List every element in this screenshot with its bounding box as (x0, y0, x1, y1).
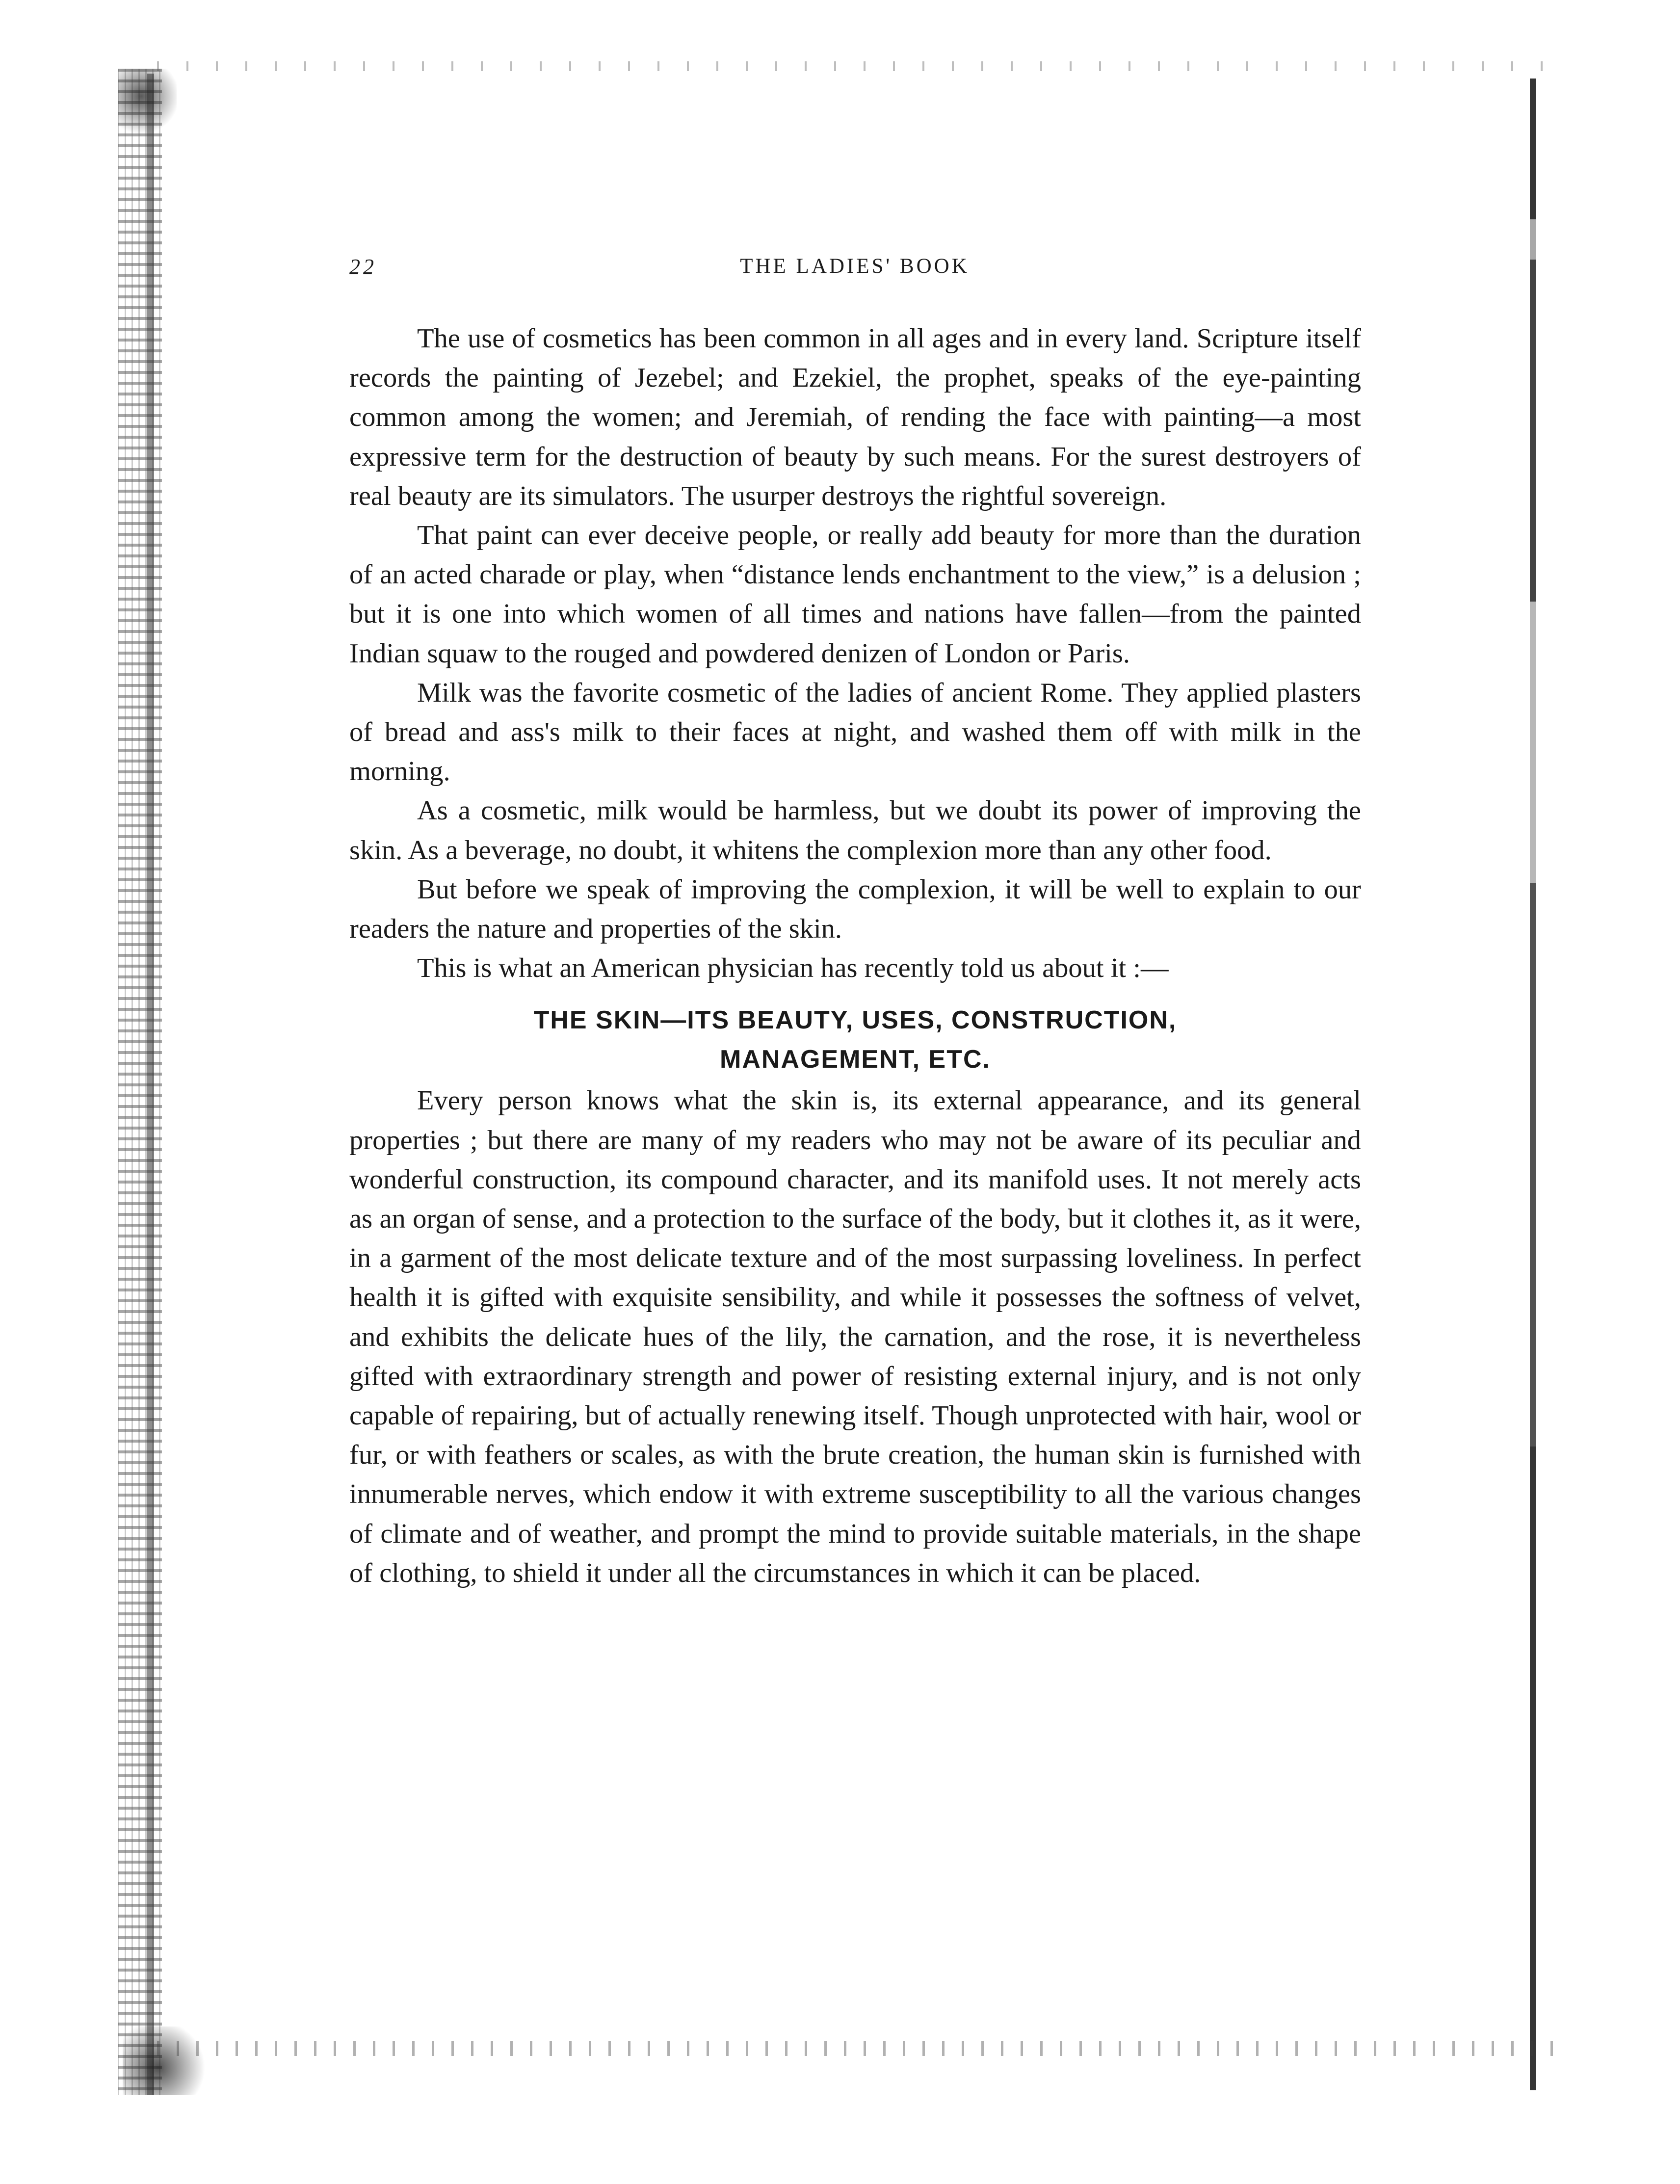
page-number: 22 (349, 255, 377, 279)
section-heading-line-1: THE SKIN—ITS BEAUTY, USES, CONSTRUCTION, (533, 1006, 1177, 1035)
paragraph-milk-cosmetic: As a cosmetic, milk would be harmless, but we doubt its power of improving the skin. As a beverage, no doubt, it whitens the complexion more than any other food. (349, 795, 1361, 866)
page-header (349, 254, 1360, 293)
scan-corner-mark-top (118, 69, 177, 137)
section-heading (349, 1000, 1361, 1079)
bottom-scan-edge (157, 2041, 1570, 2056)
left-binding-rule (147, 74, 154, 2095)
right-edge-rule (1530, 79, 1536, 2090)
paragraph-skin-description: Every person knows what the skin is, its external appearance, and its general properties ; but there are many of my readers who may not be aware of its peculiar and wonderful construction, its compound character, and its manifold uses. It not merely acts as an organ of sense, and a protection to the surface of the body, but it clothes it, as it were, in a garment of the most delicate texture and of the most surpassing loveliness. In perfect health it is gifted with exquisite sensibility, and while it possesses the softness of velvet, and exhibits the delicate hues of the lily, the carnation, and the rose, it is nevertheless gifted with extraordinary strength and power of resisting external injury, and is not only capable of repairing, but of actually renewing itself. Though unprotected with hair, wool or fur, or with feathers or scales, as with the brute creation, the human skin is furnished with innumerable nerves, which endow it with extreme susceptibility to all the various changes of climate and of weather, and prompt the mind to provide suitable materials, in the shape of clothing, to shield it under all the circumstances in which it can be placed. (349, 1085, 1361, 1588)
paragraph-skin-intro: But before we speak of improving the complexion, it will be well to explain to our readers the nature and properties of the skin. (349, 874, 1361, 945)
left-binding-edge (118, 69, 162, 2095)
scan-corner-mark-bottom (123, 2026, 211, 2095)
body-text (349, 319, 1361, 1593)
running-title: THE LADIES' BOOK (740, 255, 970, 278)
paragraph-paint-delusion: That paint can ever deceive people, or really add beauty for more than the duration of an acted charade or play, when “distance lends enchantment to the view,” is a delusion ; but it is one into which women of all times and nations have fallen—from the painted Indian squaw to the rouged and powdered denizen of London or Paris. (349, 520, 1361, 669)
paragraph-physician: This is what an American physician has recently told us about it :— (417, 953, 1169, 984)
paragraph-milk-rome: Milk was the favorite cosmetic of the ladies of ancient Rome. They applied plasters of bread and ass's milk to their faces at night, and washed them off with milk in the morning. (349, 677, 1361, 787)
section-heading-line-2: MANAGEMENT, ETC. (720, 1045, 991, 1074)
paragraph-cosmetics-history: The use of cosmetics has been common in all ages and in every land. Scripture itself records the painting of Jezebel; and Ezekiel, the prophet, speaks of the eye-painting common among the women; and Jeremiah, of rending the face with painting—a most expressive term for the destruction of beauty by such means. For the surest destroyers of real beauty are its simulators. The usurper destroys the rightful sovereign. (349, 323, 1361, 511)
top-scan-edge (157, 61, 1570, 71)
